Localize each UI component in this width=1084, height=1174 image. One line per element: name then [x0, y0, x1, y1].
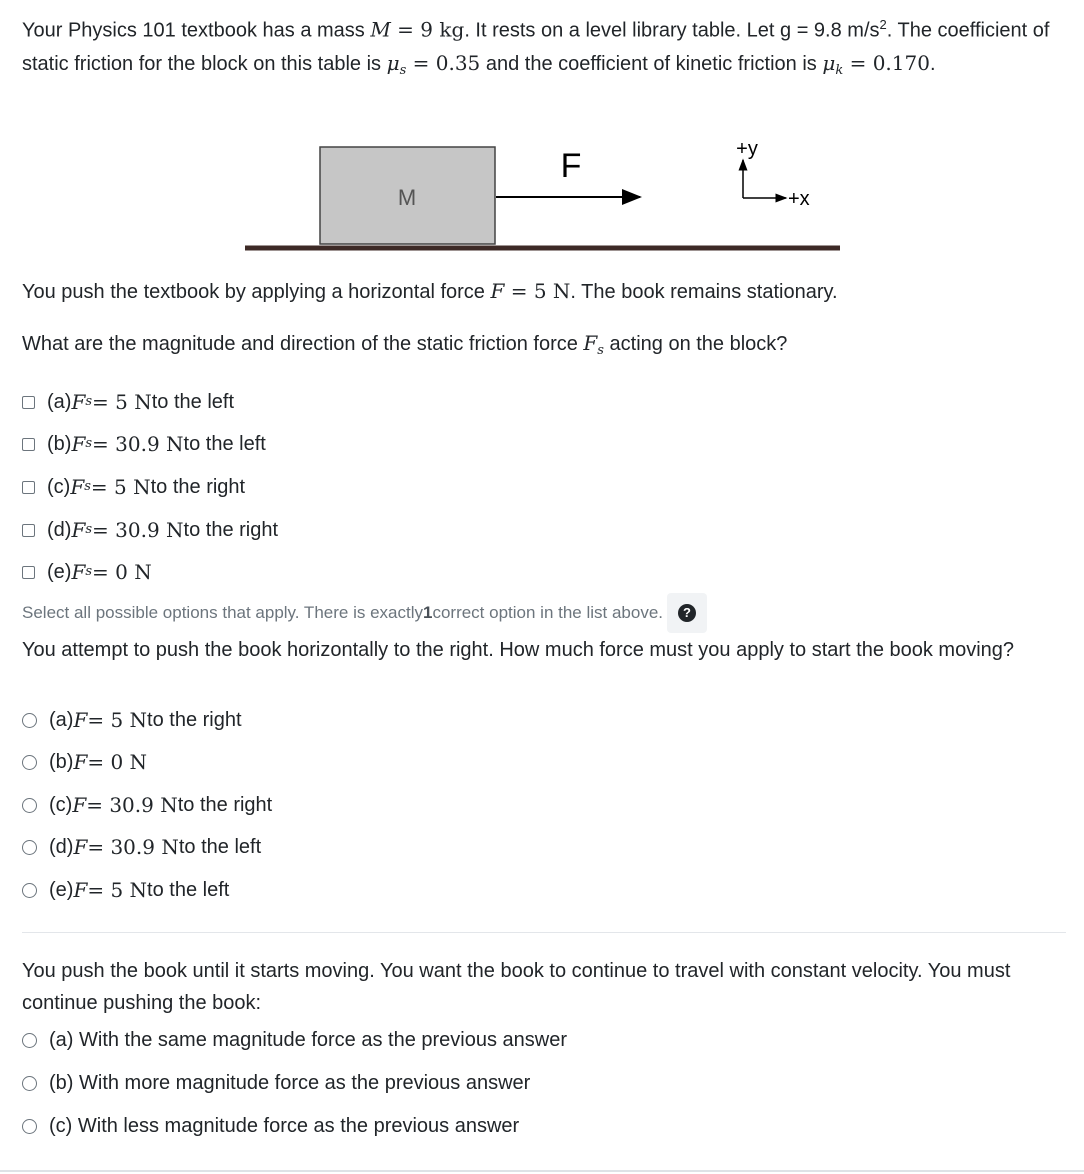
radio-button[interactable] [22, 883, 37, 898]
y-axis-label: +y [736, 138, 758, 160]
q1-setup: You push the textbook by applying a horizontal force F = 5 N. The book remains stationary. [22, 279, 838, 303]
q2-option-d[interactable]: (d) F = 30.9 N to the left [22, 831, 261, 863]
q2-option-a[interactable]: (a) F = 5 N to the right [22, 704, 242, 736]
checkbox[interactable] [22, 481, 35, 494]
q2-option-c[interactable]: (c) F = 30.9 N to the right [22, 789, 272, 821]
q2-prompt: You attempt to push the book horizontally to the right. How much force must you apply to start the book moving? [22, 639, 1015, 661]
section-divider [22, 932, 1066, 933]
bottom-divider [0, 1170, 1084, 1172]
q1-help-text: Select all possible options that apply. There is exactly 1 correct option in the list above. ? [22, 592, 707, 634]
free-body-diagram [0, 130, 1084, 260]
q1-option-b[interactable]: (b) F s = 30.9 N to the left [22, 428, 266, 460]
problem-intro: Your Physics 101 textbook has a mass M = 9 kg. It rests on a level library table. Let g = 9.8 $m/s^2$. The coefficient of static friction for the block on this table is $\mu_s = 0.35$ and the coefficient of kinetic friction is $\mu_k = 0.170$. [22, 17, 1050, 78]
radio-button[interactable] [22, 840, 37, 855]
radio-button[interactable] [22, 798, 37, 813]
q3-option-b[interactable]: (b) With more magnitude force as the previous answer [22, 1067, 530, 1099]
q1-prompt: What are the magnitude and direction of the static friction force $F_s$ acting on the block? [22, 331, 788, 358]
help-badge[interactable] [667, 593, 707, 633]
checkbox[interactable] [22, 396, 35, 409]
q3-prompt: You push the book until it starts moving. You want the book to continue to travel with constant velocity. You must continue pushing the book: [22, 960, 1011, 1014]
q3-option-a[interactable]: (a) With the same magnitude force as the previous answer [22, 1024, 567, 1056]
q2-option-e[interactable]: (e) F = 5 N to the left [22, 874, 229, 906]
q1-option-e[interactable]: (e) F s = 0 N [22, 556, 152, 588]
radio-button[interactable] [22, 1033, 37, 1048]
q1-option-a[interactable]: (a) F s = 5 N to the left [22, 386, 234, 418]
q2-option-b[interactable]: (b) F = 0 N [22, 746, 147, 778]
question-mark-icon[interactable]: ? [678, 604, 696, 622]
block-label: M [397, 185, 417, 210]
checkbox[interactable] [22, 524, 35, 537]
checkbox[interactable] [22, 566, 35, 579]
x-axis-label: +x [788, 188, 810, 210]
q1-option-c[interactable]: (c) F s = 5 N to the right [22, 471, 245, 503]
force-label: F [560, 147, 582, 185]
q1-option-d[interactable]: (d) F s = 30.9 N to the right [22, 514, 278, 546]
radio-button[interactable] [22, 755, 37, 770]
radio-button[interactable] [22, 1076, 37, 1091]
q3-option-c[interactable]: (c) With less magnitude force as the previous answer [22, 1110, 519, 1142]
checkbox[interactable] [22, 438, 35, 451]
radio-button[interactable] [22, 1119, 37, 1134]
radio-button[interactable] [22, 713, 37, 728]
